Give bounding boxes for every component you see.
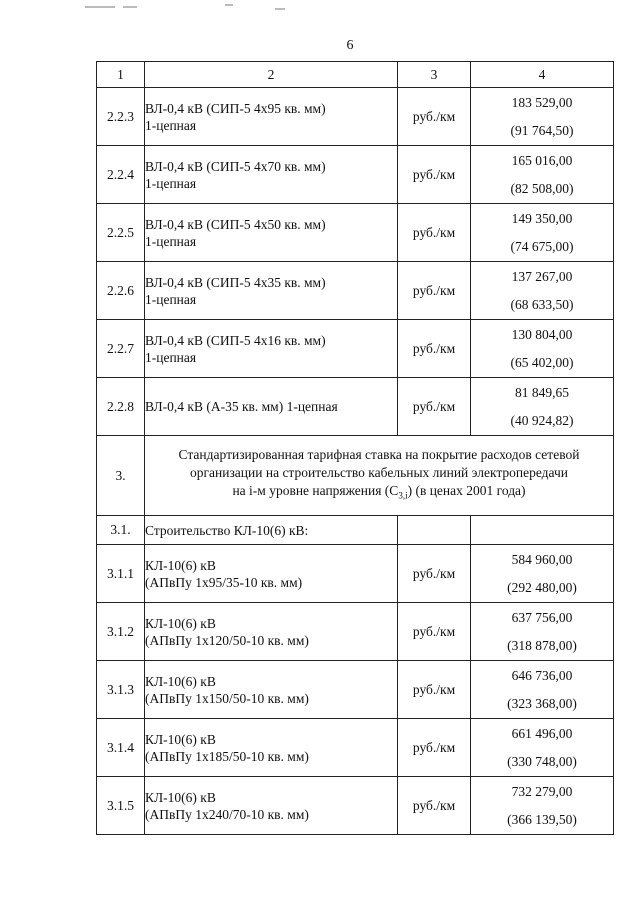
table-row [97,777,614,835]
unit-label: руб./км [412,340,456,356]
unit-label: руб./км [412,623,456,639]
description-line: 1-цепная [145,233,197,249]
unit-label: руб./км [412,166,456,182]
rate-value-half: (318 878,00) [507,637,577,653]
page-number: 6 [346,38,354,53]
description-line: (АПвПу 1х120/50-10 кв. мм) [145,632,309,648]
item-number: 3. [97,436,145,516]
description-line: ВЛ-0,4 кВ (СИП-5 4х95 кв. мм) [145,100,326,116]
table-row [97,603,614,661]
rate-value-half: (74 675,00) [510,238,574,254]
item-number: 3.1.4 [97,719,145,777]
unit-label: руб./км [412,565,456,581]
rate-value: 165 016,00 [511,152,573,168]
rate-value-half: (292 480,00) [507,579,577,595]
description-line: ВЛ-0,4 кВ (А-35 кв. мм) 1-цепная [145,399,338,414]
section-title-line: на i-м уровне напряжения (С [232,483,399,499]
rate-value-half: (366 139,50) [507,811,577,827]
rate-value-half: (91 764,50) [510,122,574,138]
column-header: 1 [97,62,145,88]
rate-value: 137 267,00 [511,268,573,284]
unit-cell [398,146,471,204]
rate-cell [471,719,614,777]
rate-cell [471,88,614,146]
item-description [145,719,398,777]
description-line: (АПвПу 1х95/35-10 кв. мм) [145,574,303,590]
column-header: 3 [398,62,471,88]
rate-cell [471,204,614,262]
rate-value: 637 756,00 [511,609,573,625]
item-description [145,320,398,378]
table-row [97,545,614,603]
unit-label: руб./км [412,739,456,755]
description-line: КЛ-10(6) кВ [145,615,216,631]
item-description [145,262,398,320]
item-description [145,146,398,204]
rate-value: 81 849,65 [515,384,569,400]
table-header-row [97,62,614,88]
unit-cell [398,88,471,146]
item-number: 2.2.8 [97,378,145,436]
rates-table [96,61,614,835]
description-line: КЛ-10(6) кВ [145,731,216,747]
description-line: (АПвПу 1х185/50-10 кв. мм) [145,748,309,764]
rate-value: 732 279,00 [511,783,573,799]
unit-cell [398,545,471,603]
rate-cell [471,378,614,436]
rate-cell [471,545,614,603]
description-line: ВЛ-0,4 кВ (СИП-5 4х50 кв. мм) [145,216,326,232]
item-number: 2.2.5 [97,204,145,262]
unit-cell [398,378,471,436]
section-title-line: организации на строительство кабельных линий электропередачи [190,465,568,481]
rate-value-half: (40 924,82) [510,412,574,428]
item-description [145,545,398,603]
rate-value: 149 350,00 [511,210,573,226]
item-number: 3.1.3 [97,661,145,719]
rate-value: 584 960,00 [511,551,573,567]
table-row [97,719,614,777]
table-body [97,88,614,835]
table-row [97,88,614,146]
rate-value-half: (323 368,00) [507,695,577,711]
description-line: 1-цепная [145,175,197,191]
description-line: 1-цепная [145,349,197,365]
unit-label: руб./км [412,224,456,240]
item-number: 2.2.6 [97,262,145,320]
item-number: 2.2.4 [97,146,145,204]
unit-cell [398,262,471,320]
item-description [145,204,398,262]
rate-value: 646 736,00 [511,667,573,683]
column-header: 2 [145,62,398,88]
table-row [97,661,614,719]
item-description [145,378,398,436]
section-heading-row [97,436,614,516]
description-line: КЛ-10(6) кВ [145,789,216,805]
rate-cell [471,603,614,661]
unit-cell [398,719,471,777]
item-number: 2.2.3 [97,88,145,146]
description-line: 1-цепная [145,291,197,307]
table-row [97,262,614,320]
table-row [97,146,614,204]
rate-cell [471,516,614,545]
item-description [145,603,398,661]
description-line: (АПвПу 1х240/70-10 кв. мм) [145,806,309,822]
scan-artifacts [85,2,325,14]
rate-value: 661 496,00 [511,725,573,741]
section-title-line: Стандартизированная тарифная ставка на покрытие расходов сетевой [178,447,580,463]
section-title-line: ) (в ценах 2001 года) [407,483,526,499]
unit-label: руб./км [412,282,456,298]
description-line: 1-цепная [145,117,197,133]
unit-label: руб./км [412,398,456,414]
section-title-subscript: 3,i [398,490,408,501]
table-row [97,204,614,262]
item-description [145,661,398,719]
description-line: КЛ-10(6) кВ [145,673,216,689]
description-line: КЛ-10(6) кВ [145,557,216,573]
rate-value: 130 804,00 [511,326,573,342]
description-line: Строительство КЛ-10(6) кВ: [145,522,309,538]
unit-cell [398,204,471,262]
item-number: 3.1. [97,516,145,545]
table-row [97,516,614,545]
unit-label: руб./км [412,108,456,124]
rate-value-half: (82 508,00) [510,180,574,196]
item-description [145,516,398,545]
rate-cell [471,777,614,835]
item-description [145,777,398,835]
unit-cell [398,777,471,835]
unit-cell [398,661,471,719]
item-number: 2.2.7 [97,320,145,378]
item-number: 3.1.1 [97,545,145,603]
description-line: ВЛ-0,4 кВ (СИП-5 4х70 кв. мм) [145,158,326,174]
item-number: 3.1.2 [97,603,145,661]
column-header: 4 [471,62,614,88]
rate-value-half: (330 748,00) [507,753,577,769]
unit-cell [398,516,471,545]
description-line: (АПвПу 1х150/50-10 кв. мм) [145,690,309,706]
unit-cell [398,603,471,661]
unit-cell [398,320,471,378]
rate-cell [471,320,614,378]
rate-value-half: (65 402,00) [510,354,574,370]
item-number: 3.1.5 [97,777,145,835]
description-line: ВЛ-0,4 кВ (СИП-5 4х16 кв. мм) [145,332,326,348]
item-description [145,88,398,146]
rate-cell [471,262,614,320]
rate-value: 183 529,00 [511,94,573,110]
rate-cell [471,146,614,204]
unit-label: руб./км [412,681,456,697]
rate-value-half: (68 633,50) [510,296,574,312]
rate-cell [471,661,614,719]
description-line: ВЛ-0,4 кВ (СИП-5 4х35 кв. мм) [145,274,326,290]
table-row [97,320,614,378]
section-title [145,436,614,516]
unit-label: руб./км [412,797,456,813]
table-row [97,378,614,436]
